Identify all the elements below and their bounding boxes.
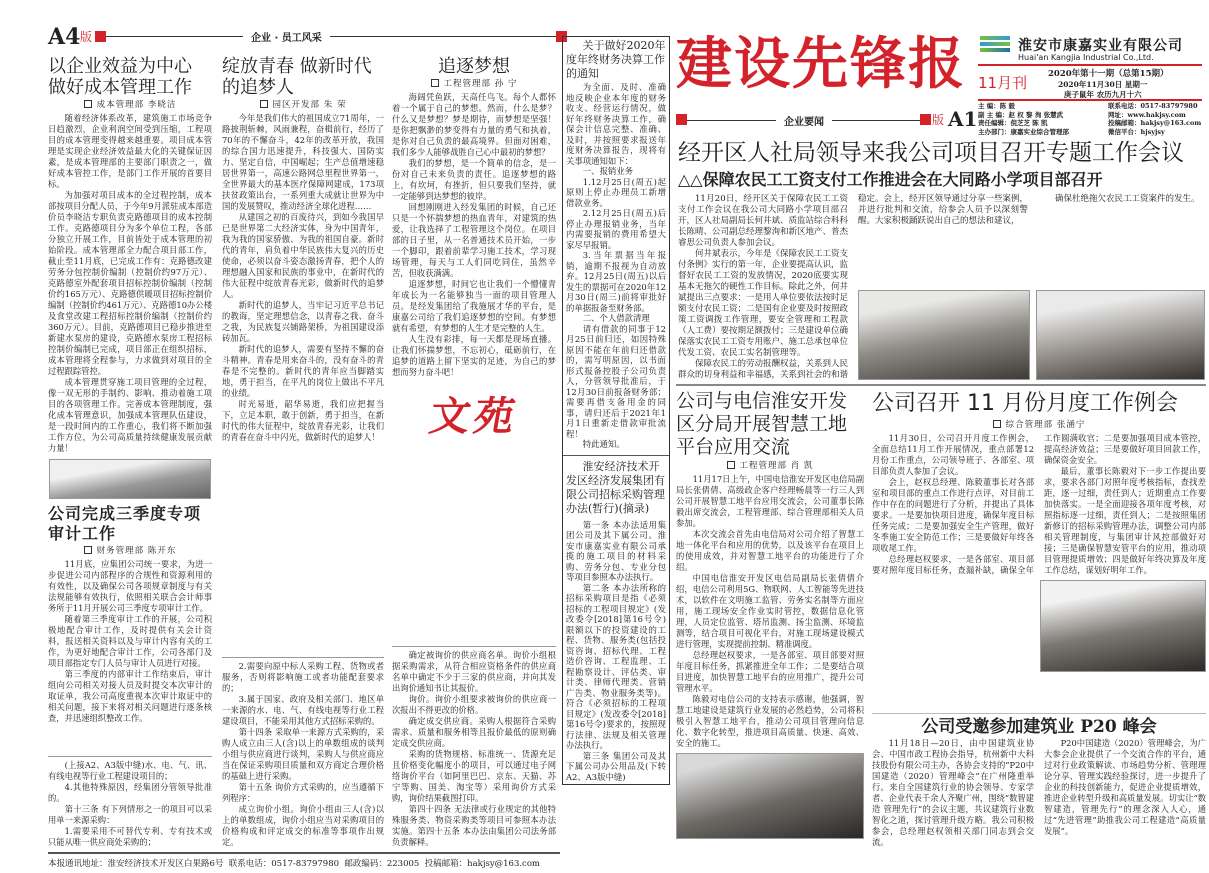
- byline-text: 综合管理部 张涵宁: [1005, 420, 1086, 430]
- paragraph: 会上，赵权总经理、陈毅董事长对各部室和项目部的重点工作进行点评，对目前工作中存在的问题进行了分析，并提出了具体要求。一是要加快项目进度，确保年度目标任务完成；二是要加强安全生产管理，做好冬季施工安全防范工作；三是要做好年终各项收尾工作。: [872, 477, 1034, 553]
- column-3-articles: [392, 56, 556, 442]
- paragraph: 成本管理贯穿施工项目管理的全过程，像一双无形的手制约、影响、推动着施工项目的各项管理工作。完善成本管理制度，强化成本管理意识，加强成本管理队伍建设，是一段时间内的工作重心，我们将不断加强工作方位，为公司高质量持续健康发展贡献力量！: [48, 377, 212, 453]
- paragraph: 第一条 本办法适用集团公司及其下属公司。淮安市康嘉实业有限公司承揽的施工项目的材料采购、劳务分包、专业分包等项目参照本办法执行。: [566, 519, 666, 582]
- paragraph: 总经理赵权要求，一是各部室、项目部要对照年度目标任务，查漏补缺，确保全年工作圆满收官；二是要加强项目成本管控，提高经济效益；三是要做好项目回款工作，确保资金安全。: [872, 433, 1206, 575]
- a4-column-2: [222, 56, 384, 848]
- paragraph: 中国电信淮安开发区电信局副局长张倩倩介绍，电信公司利用5G、物联网、人工智能等先进技术，以软件在文明施工监管、劳务实名制等方面应用，施工现场安全作业实时管控，数据信息化管理，人员定位监管、塔吊监测、扬尘监测、环境监测等，结合项目可视化平台，对施工现场建设模式进行管理，实现提前控制、精准调度。: [676, 573, 864, 649]
- paragraph: 新时代的追梦人，需要有坚持不懈的奋斗精神。青春是用来奋斗的，没有奋斗的青春是不完整的。新时代的青年应当脚踏实地，勇于担当，在平凡的岗位上做出不平凡的业绩。: [222, 344, 384, 398]
- staff-row: 责任编辑：倪芝芝 陈 凯: [978, 119, 1048, 128]
- paragraph: P20中国建造（2020）管理峰会，为广大参会企业提供了一个交流合作的平台，通过对行业政策解读、市场趋势分析、管理理论分享、管理实践经验探讨，进一步提升了企业的科技创新能力，促进企业提质增效，推进企业转型升级和高质量发展。切实让“数智建造，管理先行”的理念深入人心，通过“先进管理”助推我公司工程建造“高质量发展”。: [1044, 738, 1206, 836]
- company-logo: [980, 36, 1010, 56]
- paragraph: 11月20日，经开区关于保障农民工工资支付工作会议在我公司大同路小学项目部召开，区人社局副局长何井斌、质监站综合科科长陈晴、公司副总经理黎洵和新区地产、普杰睿思公司负责人参加会议。: [678, 194, 849, 248]
- edition-label: 11月刊: [978, 74, 1028, 92]
- staff-row: 主办部门：康嘉实业综合管理部: [978, 127, 1069, 136]
- section-label: 企业 · 员工风采: [243, 29, 330, 44]
- ban-label: 版: [80, 30, 93, 44]
- paragraph: 1.12月25日(周五)起原则上停止办理员工新增借款业务。: [566, 176, 666, 208]
- contact-row[interactable]: 投稿邮箱：hakjsy@163.com: [1108, 119, 1202, 128]
- staff-row: 主 编：陈 毅: [978, 102, 1016, 110]
- divider-line: [563, 455, 669, 456]
- lead-col-3: [1038, 194, 1205, 205]
- paragraph: 2.12月25日(周五)后停止办理报销业务，当年内需要报销的费用希望大家尽早报销。: [566, 208, 666, 250]
- paragraph: 第十四条 采取单一来源方式采购的，采购人成立由三人(含)以上的单数组成的谈判小组与供应商进行谈判，采购人与供应商应当在保证采购项目质量和双方商定合理价格的基础上进行采购。: [222, 727, 384, 781]
- ban-label: 版: [932, 113, 945, 127]
- byline: [676, 461, 864, 472]
- paragraph: 成立询价小组。询价小组由三人(含)以上的单数组成，询价小组应当对采购项目的价格构成和评定成交的标准等事项作出规定。: [222, 804, 384, 847]
- issue-date: 2020年11月30日 星期一: [1058, 80, 1148, 89]
- article-dream: [392, 56, 556, 378]
- divider-line: [106, 36, 556, 37]
- paragraph: 陈毅对电信公司的支持表示感谢，他强调，智慧工地建设是建筑行业发展的必然趋势，公司将积极引入智慧工地平台，推动公司项目管理向信息化、数字化转型，推进项目高质量、快速、高效、安全的施工。: [676, 694, 864, 748]
- article-title: 公司与电信淮安开发区分局开展智慧工地平台应用交流: [676, 390, 848, 458]
- red-square: [920, 114, 931, 125]
- paragraph: 回想刚刚进入经发集团的时候，自己还只是一个怀揣梦想的热血青年，对建筑的热爱，让我选择了工程管理这个岗位。在项目部的日子里，从一名普通技术员开始，一步一个脚印，跟着前辈学习施工技术，学习现场管理，每天与工人们同吃同住，虽然辛苦，但收获满满。: [392, 202, 556, 278]
- company-name-cn: 淮安市康嘉实业有限公司: [1018, 38, 1183, 54]
- article-title: 以企业效益为中心 做好成本管理工作: [48, 56, 192, 98]
- paragraph: 随着经济体系改革，建筑施工市场竞争日趋激烈，企业利润空间受到压缩，工程项目的成本管理变得越来越重要。项目成本管理是实现企业经济效益最大化的关键保证因素，是成本管理部的主要部门职责之一，做好成本管控工作，是部门工作开展的首要目标。: [48, 113, 212, 189]
- paragraph: 从建国之初的百废待兴，到如今我国早已是世界第二大经济实体，身为中国青年，我为我的国家骄傲、为我的祖国自豪。新时代的青年，肩负着中华民族伟大复兴的历史使命，必须以奋斗姿态激扬青春，把个人的理想融入国家和民族的事业中，在新时代的伟大征程中绽放青春光彩，做新时代的追梦人。: [222, 212, 384, 299]
- article-title: 公司受邀参加建筑业 P20 峰会: [921, 717, 1157, 737]
- byline: [48, 546, 212, 557]
- staff-list: [978, 102, 1106, 136]
- page-number: A1: [948, 107, 978, 131]
- paragraph: 最后，董事长陈毅对下一步工作提出要求，要求各部门对照年度考核指标，查找差距，逐一过细，责任到人；近期重点工作要加快落实。一是全面迎接各项年度考核，对照指标逐一过细，责任到人；二是按照集团新修订的招标采购管理办法，调整公司内部相关管理制度，与集团审计风控部做好对接；三是确保智慧安管平台的应用，推动项目管理提质增效；四是做好年终决算及年度工作总结，谋划好明年工作。: [1044, 466, 1206, 575]
- paragraph: 第十三条 有下列情形之一的项目可以采用单一来源采购：: [48, 804, 212, 825]
- byline: [48, 100, 212, 111]
- article-body: [48, 559, 212, 724]
- paragraph: 一、报销业务: [582, 166, 634, 176]
- article-title: 追逐梦想: [438, 56, 510, 77]
- paragraph: 海阔凭鱼跃，天高任鸟飞。每个人都怀着一个属于自己的梦想。然而，什么是梦？什么又是梦想？梦是期待，而梦想是坚强！是你把飘渺的梦变得有力量的勇气和执着，是你对自己负责的最高境界。但面对困难，我们多少人能够战胜自己心中最初的梦想？: [392, 92, 556, 157]
- rules-body: [566, 520, 666, 783]
- red-square: [676, 114, 687, 125]
- paragraph: 采购的货物规格、标准统一、货源充足且价格变化幅度小的项目，可以通过电子网络询价平台（如阿里巴巴、京东、天猫、苏宁等购、国美、淘宝等）采用询价方式采购，询价结果截图打印。: [392, 749, 556, 803]
- footer-email[interactable]: 投稿邮箱：hakjsy@163.com: [424, 859, 540, 869]
- article-body: [392, 92, 556, 378]
- paragraph: 1.需要采用不可替代专利、专有技术或只能从唯一供应商处采购的；: [48, 826, 212, 847]
- article-title: 公司召开 11 月份月度工作例会: [872, 391, 1178, 416]
- article-body: [222, 113, 384, 443]
- article-youth: [222, 56, 384, 443]
- procurement-continuation: [48, 756, 212, 848]
- paragraph: 第十五条 询价方式采购的，应当遵循下列程序：: [222, 782, 384, 803]
- divider-line: [676, 384, 1206, 386]
- paragraph: 总经理赵权要求，一是各部室、项目部要对照年度目标任务，抓紧推进全年工作；二是要结合项目进度，加快智慧工地平台的应用推广，提升公司管理水平。: [676, 650, 864, 693]
- contact-row: 微信平台：hjsyjsy: [1108, 127, 1165, 136]
- paragraph: 2.需要向原中标人采购工程、货物或者服务，否则将影响施工或者功能配套要求的；: [222, 661, 384, 693]
- company-name-en: Huai'an Kangjia Industrial Co.,Ltd.: [1018, 53, 1154, 62]
- paragraph: 为加强对项目成本的全过程控制，成本部按项目分配人员，于今年9月派驻成本部造价员李晓洁专职负责克路德项目的成本控制工作。克路德项目分为多个单位工程，各部分独立开展工作，目前皆处于成本管理的初始阶段。成本管理部全力配合项目部工作，截止至11月底，已完成工作有：克路德改建劳务分包控制价编制（控制价约97万元）、克路德室外配套项目招标控制价编制（控制价约165万元）、克路德供暖项目招标控制价编制（控制价约461万元）、克路德10办公楼及食堂改建工程招标控制价编制（控制价约360万元）。目前，克路德项目已稳步推进至新建水泵房的建设，克路德水泵房工程招标控制价编制已完成，项目部正在组织招标，成本管理将全程参与，力求做到对项目的全过程跟踪管控。: [48, 190, 212, 376]
- paragraph: 4.其他特殊原因，经集团分管领导批准的。: [48, 782, 212, 803]
- footer-phone: 联系电话：0517-83797980: [228, 859, 340, 869]
- lunar-date: 庚子鼠年 农历九月十六: [1064, 90, 1142, 99]
- footer-postcode: 邮政编码：223005: [344, 859, 420, 869]
- paragraph: 时光易逝，韶华易逝，我们应把握当下，立足本职，敢于创新，勇于担当，在新时代的伟大征程中，绽放青春光彩，让我们的青春在奋斗中闪光，做新时代的追梦人！: [222, 399, 384, 442]
- footer-address: 本报通讯地址：淮安经济技术开发区白果路6号: [48, 859, 224, 869]
- paragraph: 确定被询价的供应商名单。询价小组根据采购需求，从符合相应资格条件的供应商名单中确定不少于三家的供应商，并向其发出询价通知书让其报价。: [392, 650, 556, 693]
- footer: [48, 857, 560, 869]
- red-square: [95, 31, 106, 42]
- red-rule: [978, 99, 1202, 101]
- a1-section-bar: [676, 107, 978, 132]
- paragraph: 保障农民工的劳动报酬权益，关系到人民群众的切身利益和幸福感，关系到社会的和谐稳定。会上，经开区领导通过分享一些案例，并进行批判和交流，给参会人员予以深刻警醒。大家积极踊跃说出自己的想法和建议，: [678, 194, 1029, 380]
- paragraph: 请有借款的同事于12月25日前归还，如因特殊原因不能在年前归还借款的，需写明原因，以书面形式报备控股子公司负责人，分管领导批准后，于12月30日前报备财务部；需要再借支备用金的同事，请归还后于2021年1月1日重新走借款审批流程！: [566, 323, 666, 439]
- meeting-photo: [1036, 290, 1205, 380]
- contact-row: 联系电话：0517-83797980: [1108, 102, 1198, 110]
- telecom-photo: [676, 753, 864, 839]
- article-cost-management: [48, 56, 212, 454]
- paragraph: 确保杜绝拖欠农民工工资案件的发生。: [1055, 194, 1200, 204]
- procurement-continuation: [222, 657, 384, 848]
- paragraph: 二、个人借款清理: [582, 313, 650, 323]
- staff-row: 副 主 编：赵 权 黎 洵 张慧武: [978, 110, 1064, 119]
- byline-text: 工程管理部 肖 凯: [739, 461, 814, 471]
- article-body: [676, 474, 864, 749]
- contact-list: [1108, 102, 1208, 136]
- article-title: 公司完成三季度专项审计工作: [48, 504, 202, 543]
- paragraph: 确定成交供应商。采购人根据符合采购需求、质量和服务相等且报价最低的原则确定成交供应商。: [392, 716, 556, 748]
- building-photo: [49, 459, 211, 499]
- paragraph: 追逐梦想，时间它也让我们一个懵懂青年成长为一名能够独当一面的项目管理人员。是经发集团给了我施展才华的平台，是康嘉公司给了我们追逐梦想的空间。有梦想就有希望，有梦想的人生才是完整的人生。: [392, 279, 556, 333]
- article-monthly-meeting: [872, 390, 1206, 672]
- paragraph: 特此通知。: [582, 439, 625, 449]
- paragraph: 3.当年票据当年报销，逾期不报视为自动放弃。12月25日(周五)以后发生的票据可在2020年12月30日(周三)前将审批好的单据报备至财务部。: [566, 250, 666, 313]
- byline: [872, 420, 1206, 431]
- byline-text: 园区开发部 朱 荣: [272, 100, 347, 110]
- paragraph: 随着第三季度审计工作的开展，公司积极地配合审计工作，及时提供有关会计资料，报送相关资料以及与审计内容有关的工作，为更好地配合审计工作，公司各部门及项目部指定专门人员与审计人员进行对接。: [48, 614, 212, 668]
- article-body: [872, 433, 1206, 576]
- paragraph: 新时代的追梦人，当牢记习近平总书记的教诲，坚定理想信念，以青春之我、奋斗之我，为民族复兴铺路架桥，为祖国建设添砖加瓦。: [222, 300, 384, 343]
- paragraph: 人生没有彩排，每一天都是现场直播。让我们怀揣梦想，不忘初心，砥砺前行，在追梦的道路上留下坚实的足迹，为自己的梦想而努力奋斗吧！: [392, 334, 556, 377]
- a4-column-1: [48, 56, 212, 848]
- issue-number: 2020年第十一期（总第15期）: [1048, 69, 1169, 79]
- page-number: A4: [48, 24, 81, 50]
- a4-header: [48, 24, 560, 50]
- paragraph: 何井斌表示，今年是《保障农民工工资支付条例》实行的第一年，企业要提高认识，监督好农民工工资的发放情况，2020底要实现基本无拖欠的硬性工作目标。除此之外，何井斌提出三点要求：一是用人单位要依法按时足额支付农民工资；二是国有企业要及时按照政策工资调拨工作管理，要安全管理和工程款（人工费）要按期足额拨付；三是建设单位确保落实农民工工资专用账户、施工总承包单位代发工资、农民工实名制管理等。: [678, 249, 849, 358]
- article-body: [48, 113, 212, 454]
- newspaper-title: 建设先锋报: [676, 31, 966, 97]
- paragraph: 我们的梦想，是一个简单的信念，是一份对自己未来负责的责任。追逐梦想的路上，有坎坷，有挫折，但只要我们坚持，就一定能够到达梦想的彼岸。: [392, 158, 556, 201]
- paragraph: 第四十四条 无法律或行业规定的其他特殊服务类、物资采购类等项目可参照本办法实施。第四十五条 本办法由集团公司法务部负责解释。: [392, 804, 556, 847]
- byline-text: 财务管理部 陈开东: [96, 546, 177, 556]
- literary-stamp: 文苑: [425, 393, 523, 440]
- article-title: 绽放青春 做新时代的追梦人: [222, 56, 372, 98]
- red-rule: [978, 64, 1202, 66]
- byline: [392, 79, 556, 90]
- paragraph: 11月17日上午，中国电信淮安开发区电信局副局长张倩倩、高级政企客户经理畅晨等一行三人到公司开展智慧工地平台应用交流会，公司董事长陈毅出席交流会，工程管理部、综合管理部相关人员参加。: [676, 474, 864, 528]
- meeting-group-photo: [1040, 580, 1206, 672]
- notice-title: 关于做好2020年度年终财务决算工作的通知: [566, 39, 666, 80]
- lead-headline: 经开区人社局领导来我公司项目召开专题工作会议: [678, 140, 1184, 166]
- notice-body: [566, 82, 666, 450]
- article-telecom: [676, 390, 864, 839]
- paragraph: 11月底，应集团公司统一要求，为进一步促进公司内部程序的合规性和资源利用的有效性，以及确保公司各项规章制度与有关法规能够有效执行，依照相关联合会计师事务所于11月开展公司三季度专项审计工作。: [48, 559, 212, 613]
- byline-text: 成本管理部 李晓洁: [96, 100, 177, 110]
- paragraph: 第三季度的内部审计工作结束后，审计组向公司相关对接人员及时提交本次审计的取证单，我公司高度重视本次审计取证中的相关问题，接下来将对相关问题进行逐条核查，并迅速组织整改工作。: [48, 669, 212, 723]
- article-body: [872, 738, 1206, 848]
- footer-rule: [48, 852, 560, 854]
- rules-title: 淮安经济技术开发区经济发展集团有限公司招标采购管理办法(暂行)(摘录): [566, 459, 665, 515]
- article-p20-summit: [872, 713, 1206, 848]
- paragraph: (上接A2、A3版中缝)水、电、气、讯、有线电视等行业工程建设项目的；: [48, 760, 212, 781]
- paragraph: 11月30日，公司召开月度工作例会，全面总结11月工作开展情况，重点部署12月份工作重点，公司领导班子、各部室、项目部负责人参加了会议。: [872, 433, 1034, 476]
- procurement-continuation: [392, 646, 556, 848]
- lead-subheadline: △△保障农民工工资支付工作推进会在大同路小学项目部召开: [678, 170, 1103, 189]
- paragraph: 第二条 本办法所称的招标采购项目是指《必须招标的工程项目规定》(发改委令[2018]第16号令)限额以下的投资建设的工程、货物、服务类(包括投资咨询、招标代理、工程造价咨询、工程监理、工程勘察设计、评估类、审计类、律师代理类、营销广告类、物业服务类等)。符合《必须招标的工程项目规定》(发改委令[2018]第16号令)要求的，按照现行法律、法规及相关管理办法执行。: [566, 582, 666, 750]
- a4-column-3: [392, 56, 556, 848]
- meeting-photo: [858, 290, 1030, 380]
- byline-text: 工程管理部 孙 宁: [443, 79, 518, 89]
- paragraph: 3.属于国家、政府及相关部门、地区单一来源的水、电、气、有线电视等行业工程建设项目，不能采用其他方式招标采购的。: [222, 694, 384, 726]
- a1-right-column: [872, 390, 1206, 848]
- paragraph: 本次交流会首先由电信局对公司介绍了智慧工地一体化平台和应用的优势，以及该平台在项目上的使用成效，并对智慧工地平台的功能进行了介绍。: [676, 529, 864, 572]
- paragraph: 11月18日—20日，由中国建筑业协会、中国市政工程协会指导，杭州新中大科技股份有限公司主办，各协会支持的“P20中国建造（2020）管理峰会”在广州隆重举行。来自全国建筑行业的协会领导、专家学者、企业代表千余人齐聚广州，围绕“数智建造 管理先行”的会议主题，共议建筑行业数智化之道，探讨管理升级方略。我公司积极参会，总经理赵权领相关部门同志到会交流。: [872, 738, 1034, 847]
- article-audit: [48, 504, 212, 724]
- paragraph: 为全面、及时、准确地反映企业本年度的财务收支、经营运行情况，做好年终财务决算工作，确保会计信息完整、准确、及时，并按照要求报送年度财务决算报告，现将有关事项通知如下：: [566, 82, 666, 166]
- paragraph: 询价。询价小组要求被询价的供应商一次报出不得更改的价格。: [392, 694, 556, 715]
- byline: [222, 100, 384, 111]
- paragraph: 今年是我们伟大的祖国成立71周年，一路披荆斩棘，风雨兼程，奋楫前行，经历了70年的不懈奋斗，42年的改革开放，我国的综合国力迅速提升，科技强大、国防实力、坚定自信，中国崛起；生产总值增速稳居世界第一，高速公路网总里程世界第一，全世界最大的基本医疗保障网建成，173项扶贫政策出台，一系列重大成就让世界为中国的发展赞叹，推动经济全球化进程……: [222, 113, 384, 211]
- section-label: 企业要闻: [776, 113, 832, 128]
- contact-row[interactable]: 网址：www.hakjsy.com: [1108, 110, 1186, 119]
- notice-column: [562, 36, 670, 785]
- paragraph: 第三条 集团公司及其下属公司办公用品及(下转A2、A3版中缝): [566, 750, 666, 782]
- column-1-articles: [48, 56, 212, 724]
